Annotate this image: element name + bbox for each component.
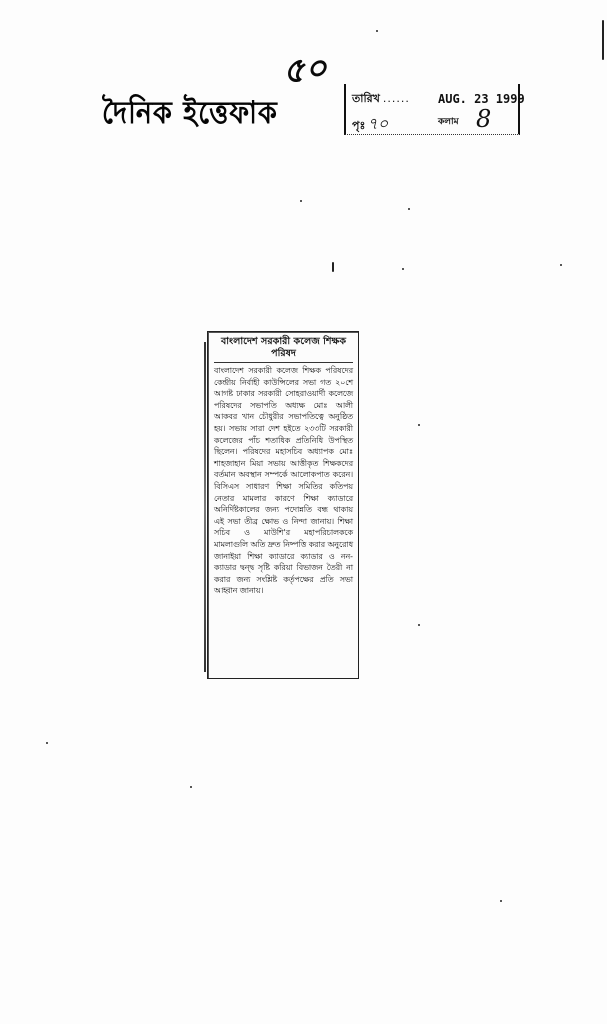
scan-speck: [46, 742, 48, 744]
scan-speck: [190, 786, 192, 788]
scan-speck: [602, 20, 604, 60]
stamp-page-row: [352, 105, 492, 138]
stamp-date-row: [352, 90, 525, 109]
stamp-date-dots: ......: [382, 92, 410, 105]
stamp-date-label: তারিখ: [352, 92, 380, 105]
stamp-page-label: পৃঃ: [352, 119, 366, 132]
scan-speck: [560, 264, 562, 266]
scan-speck: [376, 30, 378, 32]
scan-speck: [418, 424, 420, 426]
clipping-body-text: বাংলাদেশ সরকারী কলেজ শিক্ষক পরিষদের কেন্দ্রীয় নির্বাহী কাউন্সিলের সভা গত ২০শে আগষ্ট ঢাকার সরকারী সোহরাওয়ার্দী কলেজে পরিষদের সভাপতি অধ্যক্ষ মোঃ আলী আকবর খান চৌধুরীর সভাপতিত্বে অনুষ্ঠিত হয়। সভায় সারা দেশ হইতে ২৩৩টি সরকারী কলেজের পাঁচ শতাধিক প্রতিনিধি উপস্থিত ছিলেন। পরিষদের মহাসচিব অধ্যাপক মোঃ শাহজাহান মিয়া সভায় আত্তীকৃত শিক্ষকদের বর্তমান অবস্থান সম্পর্কে আলোকপাত করেন। বিসিএস সাধারণ শিক্ষা সমিতির কতিপয় নেতার মামলার কারণে শিক্ষা ক্যাডারে অনির্দিষ্টকালের জন্য পদোন্নতি বন্ধ থাকায় এই সভা তীব্র ক্ষোভ ও নিন্দা জানায়। শিক্ষা সচিব ও মাউশি'র মহাপরিচালককে মামলাগুলি অতি দ্রুত নিষ্পত্তি করার অনুরোধ জানাইয়া শিক্ষা ক্যাডারে ক্যাডার ও নন-ক্যাডার দ্বন্দ্ব সৃষ্টি করিয়া বিভাজন তৈরী না করার জন্য সংশ্লিষ্ট কর্তৃপক্ষের প্রতি সভা আহ্বান জানায়।: [214, 366, 353, 596]
stamp-column-value: 8: [476, 105, 492, 133]
stamp-date-value: AUG. 23 1999: [438, 92, 525, 106]
clipping-torn-edge: [204, 342, 206, 672]
stamp-column-label: কলাম: [438, 117, 459, 127]
clipping-stamp: [344, 84, 525, 135]
scan-speck: [408, 208, 410, 210]
newspaper-masthead: দৈনিক ইত্তেফাক: [102, 95, 278, 132]
news-clipping: [207, 331, 359, 679]
scan-speck: [500, 900, 502, 902]
scan-speck: [332, 262, 334, 272]
handwritten-page-number: ৫০: [280, 47, 329, 93]
clipping-headline: বাংলাদেশ সরকারী কলেজ শিক্ষক পরিষদ: [220, 336, 347, 359]
clipping-content: [214, 336, 353, 597]
stamp-page-value: ৭০: [367, 114, 389, 133]
scan-speck: [402, 268, 404, 270]
headline-divider: [214, 362, 353, 363]
scan-speck: [300, 200, 302, 202]
scan-speck: [418, 624, 420, 626]
